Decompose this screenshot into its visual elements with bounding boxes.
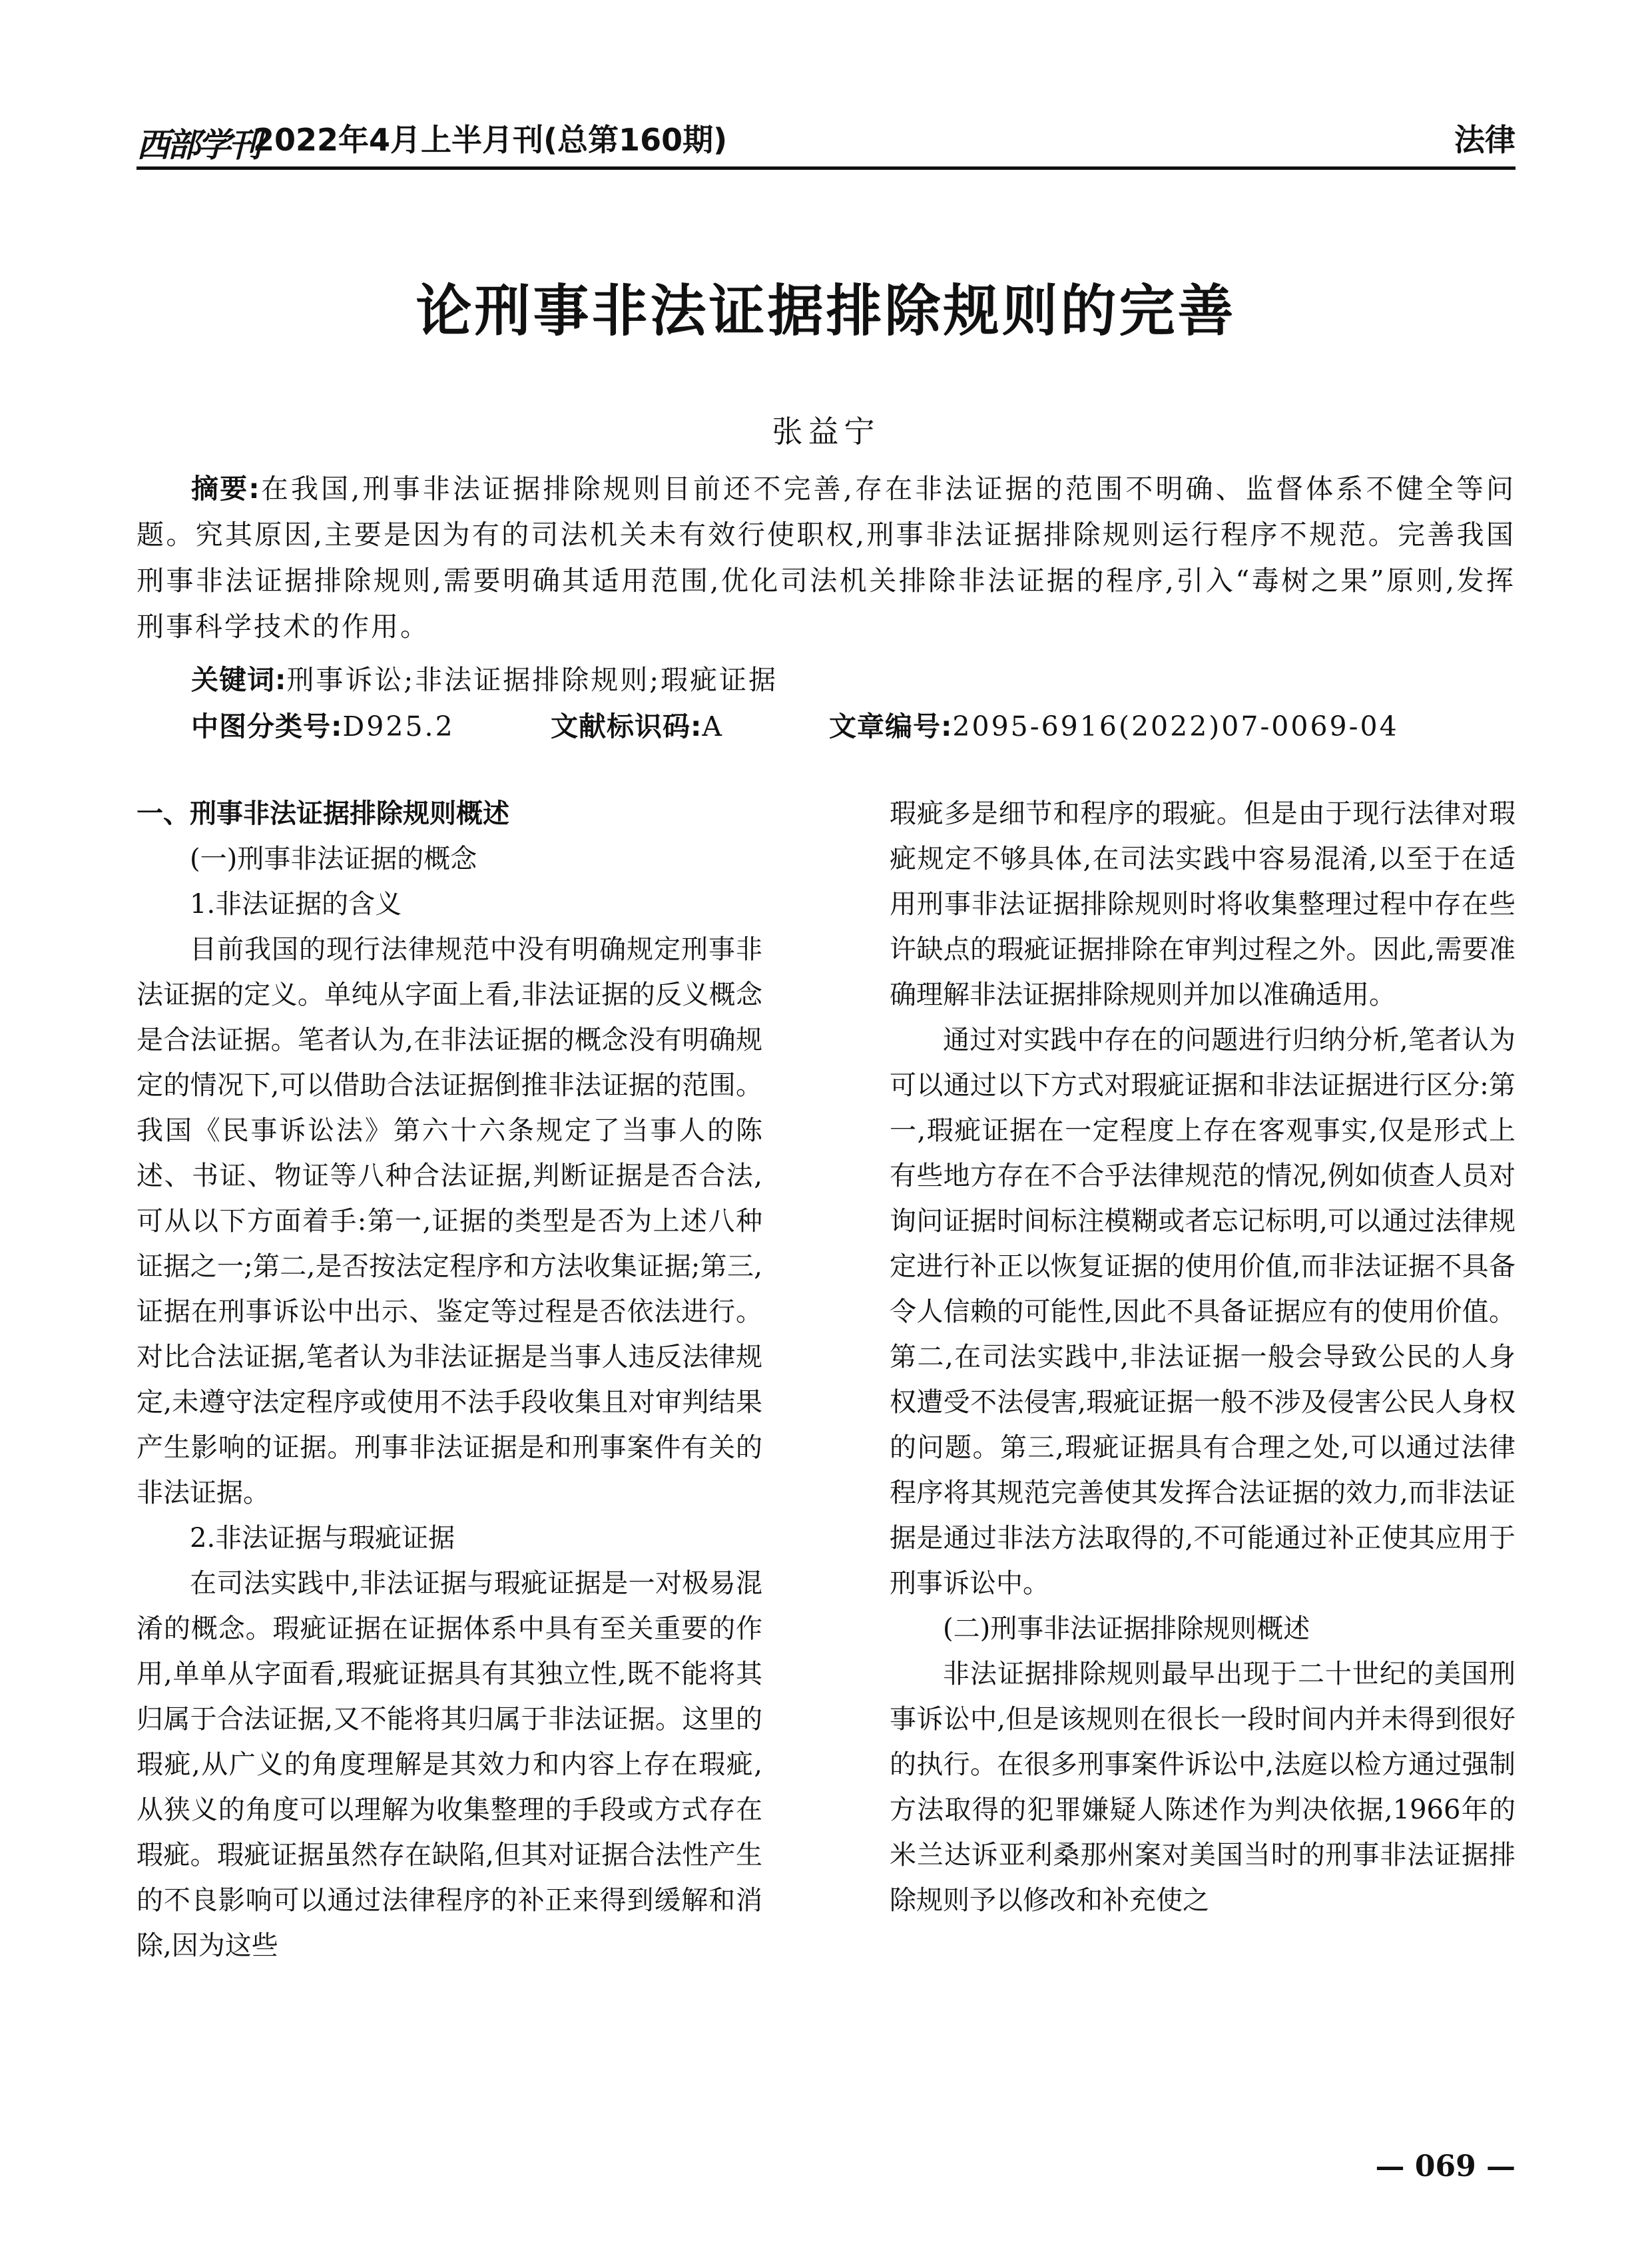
abstract	[137, 466, 1515, 650]
section-name: 法律	[1454, 122, 1515, 158]
section-heading: 一、刑事非法证据排除规则概述	[137, 798, 509, 829]
article-title: 论刑事非法证据排除规则的完善	[415, 278, 1237, 344]
journal-logo: 西部学刊	[137, 126, 259, 164]
author-name: 张益宁	[772, 414, 880, 449]
clc-number	[191, 704, 455, 744]
body-paragraph-continued: 瑕疵多是细节和程序的瑕疵。但是由于现行法律对瑕疵规定不够具体,在司法实践中容易混淆,以至于在适用刑事非法证据排除规则时将收集整理过程中存在些许缺点的瑕疵证据排除在审判过程之外。因此,需要准确理解非法证据排除规则并加以准确适用。	[890, 798, 1515, 1010]
body-column-right	[890, 791, 1515, 1923]
sub-subsection-heading: 2.非法证据与瑕疵证据	[190, 1523, 455, 1553]
abstract-label: 摘要:	[191, 473, 260, 505]
document-code	[551, 704, 724, 744]
article-number	[829, 704, 1399, 744]
body-paragraph: 在司法实践中,非法证据与瑕疵证据是一对极易混淆的概念。瑕疵证据在证据体系中具有至关重要的作用,单单从字面看,瑕疵证据具有其独立性,既不能将其归属于合法证据,又不能将其归属于非法证据。这里的瑕疵,从广义的角度理解是其效力和内容上存在瑕疵,从狭义的角度可以理解为收集整理的手段或方式存在瑕疵。瑕疵证据虽然存在缺陷,但其对证据合法性产生的不良影响可以通过法律程序的补正来得到缓解和消除,因为这些	[137, 1568, 762, 1961]
art-value: 2095-6916(2022)07-0069-04	[952, 710, 1399, 742]
running-header	[137, 107, 1515, 170]
keywords-text: 刑事诉讼;非法证据排除规则;瑕疵证据	[286, 664, 778, 696]
doc-label: 文献标识码:	[551, 710, 702, 742]
issue-info: 2022年4月上半月刊(总第160期)	[253, 122, 728, 158]
sub-subsection-heading: 1.非法证据的含义	[190, 889, 402, 920]
clc-label: 中图分类号:	[191, 710, 343, 742]
page-number: — 069 —	[1375, 2149, 1515, 2183]
abstract-text: 在我国,刑事非法证据排除规则目前还不完善,存在非法证据的范围不明确、监督体系不健全等问题。究其原因,主要是因为有的司法机关未有效行使职权,刑事非法证据排除规则运行程序不规范。完善我国刑事非法证据排除规则,需要明确其适用范围,优化司法机关排除非法证据的程序,引入“毒树之果”原则,发挥刑事科学技术的作用。	[137, 473, 1515, 643]
keywords	[191, 658, 1515, 697]
subsection-heading: (一)刑事非法证据的概念	[190, 844, 477, 874]
clc-value: D925.2	[342, 710, 455, 742]
body-paragraph: 目前我国的现行法律规范中没有明确规定刑事非法证据的定义。单纯从字面上看,非法证据的反义概念是合法证据。笔者认为,在非法证据的概念没有明确规定的情况下,可以借助合法证据倒推非法证据的范围。我国《民事诉讼法》第六十六条规定了当事人的陈述、书证、物证等八种合法证据,判断证据是否合法,可从以下方面着手:第一,证据的类型是否为上述八种证据之一;第二,是否按法定程序和方法收集证据;第三,证据在刑事诉讼中出示、鉴定等过程是否依法进行。对比合法证据,笔者认为非法证据是当事人违反法律规定,未遵守法定程序或使用不法手段收集且对审判结果产生影响的证据。刑事非法证据是和刑事案件有关的非法证据。	[137, 934, 762, 1508]
body-paragraph: 通过对实践中存在的问题进行归纳分析,笔者认为可以通过以下方式对瑕疵证据和非法证据进行区分:第一,瑕疵证据在一定程度上存在客观事实,仅是形式上有些地方存在不合乎法律规范的情况,例如侦查人员对询问证据时间标注模糊或者忘记标明,可以通过法律规定进行补正以恢复证据的使用价值,而非法证据不具备令人信赖的可能性,因此不具备证据应有的使用价值。第二,在司法实践中,非法证据一般会导致公民的人身权遭受不法侵害,瑕疵证据一般不涉及侵害公民人身权的问题。第三,瑕疵证据具有合理之处,可以通过法律程序将其规范完善使其发挥合法证据的效力,而非法证据是通过非法方法取得的,不可能通过补正使其应用于刑事诉讼中。	[890, 1025, 1515, 1599]
art-label: 文章编号:	[829, 710, 953, 742]
keywords-label: 关键词:	[191, 664, 287, 696]
body-column-left	[137, 791, 762, 1968]
subsection-heading: (二)刑事非法证据排除规则概述	[943, 1613, 1310, 1644]
body-paragraph: 非法证据排除规则最早出现于二十世纪的美国刑事诉讼中,但是该规则在很长一段时间内并未得到很好的执行。在很多刑事案件诉讼中,法庭以检方通过强制方法取得的犯罪嫌疑人陈述作为判决依据,1966年的米兰达诉亚利桑那州案对美国当时的刑事非法证据排除规则予以修改和补充使之	[890, 1659, 1515, 1916]
doc-value: A	[702, 710, 724, 742]
